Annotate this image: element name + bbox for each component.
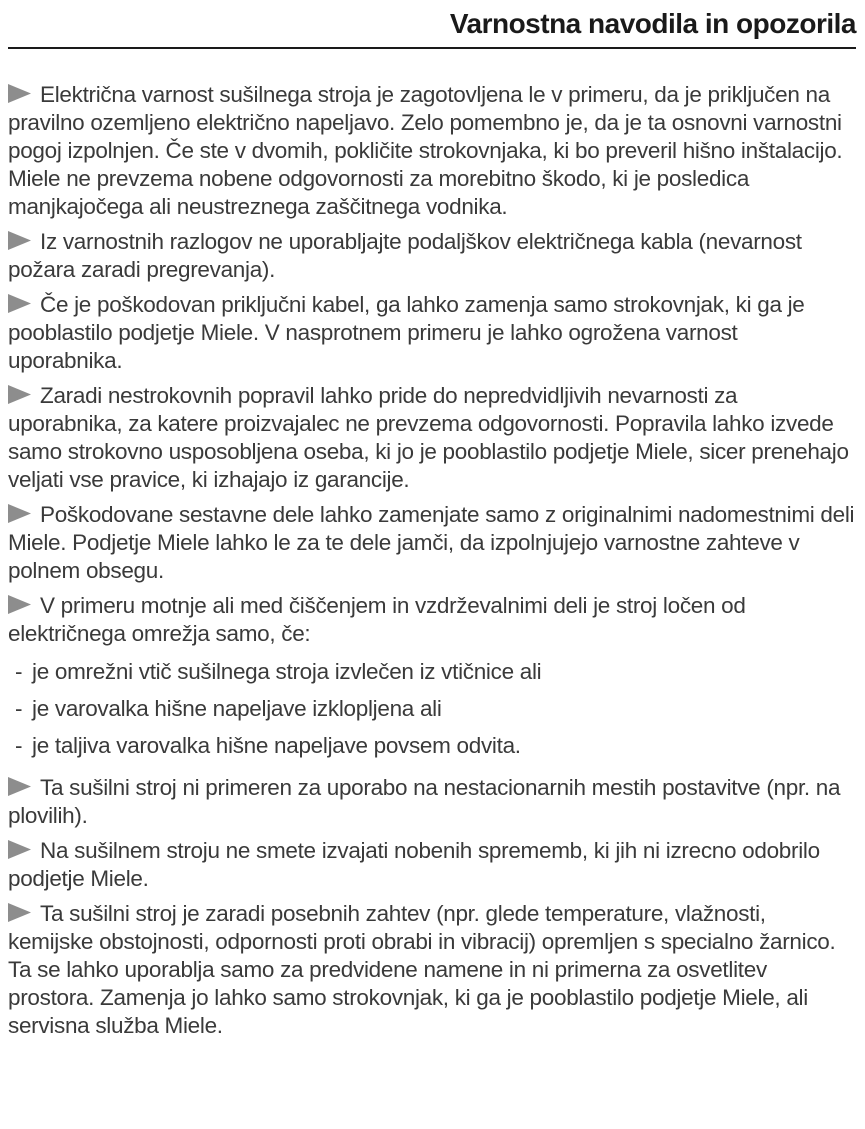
triangle-right-icon	[8, 294, 31, 313]
warning-paragraph	[8, 81, 856, 221]
safety-instructions-section	[8, 81, 856, 1040]
condition-list	[8, 658, 856, 760]
warning-paragraph	[8, 774, 856, 830]
warning-text: Poškodovane sestavne dele lahko zamenjate samo z originalnimi nadomestnimi deli Miele. Podjetje Miele lahko le za te dele jamči, da izpolnjujejo varnostne zahteve v polnem obsegu.	[8, 502, 855, 583]
warning-text: Električna varnost sušilnega stroja je zagotovljena le v primeru, da je priključen na pravilno ozemljeno električno napeljavo. Zelo pomembno je, da je ta osnovni varnostni pogoj izpolnjen. Če ste v dvomih, pokličite strokovnjaka, ki bo preveril hišno inštalacijo. Miele ne prevzema nobene odgovornosti za morebitno škodo, ki je posledica manjkajočega ali neustreznega zaščitnega vodnika.	[8, 82, 843, 219]
warning-paragraph	[8, 382, 856, 494]
dash-bullet: -	[15, 733, 23, 758]
warning-text: Iz varnostnih razlogov ne uporabljajte podaljškov električnega kabla (nevarnost požara zaradi pregrevanja).	[8, 229, 802, 282]
header-divider	[8, 47, 856, 49]
warning-text: Ta sušilni stroj je zaradi posebnih zahtev (npr. glede temperature, vlažnosti, kemijske obstojnosti, odpornosti proti obrabi in vibracij) opremljen s specialno žarnico. Ta se lahko uporablja samo za predvidene namene in ni primerna za osvetlitev prostora. Zamenja jo lahko samo strokovnjak, ki ga je pooblastilo podjetje Miele, ali servisna služba Miele.	[8, 901, 836, 1038]
triangle-right-icon	[8, 595, 31, 614]
triangle-right-icon	[8, 903, 31, 922]
warning-text: V primeru motnje ali med čiščenjem in vzdrževalnimi deli je stroj ločen od električnega omrežja samo, če:	[8, 593, 746, 646]
list-item	[8, 658, 856, 686]
list-item	[8, 695, 856, 723]
triangle-right-icon	[8, 84, 31, 103]
warning-paragraph	[8, 291, 856, 375]
warning-text: Ta sušilni stroj ni primeren za uporabo na nestacionarnih mestih postavitve (npr. na plovilih).	[8, 775, 841, 828]
triangle-right-icon	[8, 385, 31, 404]
warning-paragraph	[8, 501, 856, 585]
list-item-text: je taljiva varovalka hišne napeljave povsem odvita.	[32, 733, 521, 758]
warning-text: Če je poškodovan priključni kabel, ga lahko zamenja samo strokovnjak, ki ga je pooblastilo podjetje Miele. V nasprotnem primeru je lahko ogrožena varnost uporabnika.	[8, 292, 805, 373]
page-title: Varnostna navodila in opozorila	[449, 8, 856, 39]
warning-text: Zaradi nestrokovnih popravil lahko pride do nepredvidljivih nevarnosti za uporabnika, za katere proizvajalec ne prevzema odgovornosti. Popravila lahko izvede samo strokovno usposobljena oseba, ki jo je pooblastilo podjetje Miele, sicer prenehajo veljati vse pravice, ki izhajajo iz garancije.	[8, 383, 849, 492]
list-item-text: je omrežni vtič sušilnega stroja izvlečen iz vtičnice ali	[32, 659, 542, 684]
list-item-text: je varovalka hišne napeljave izklopljena ali	[32, 696, 442, 721]
list-item	[8, 732, 856, 760]
triangle-right-icon	[8, 840, 31, 859]
page-header	[8, 7, 856, 49]
warning-paragraph	[8, 592, 856, 648]
manual-page	[0, 7, 865, 1129]
triangle-right-icon	[8, 777, 31, 796]
warning-paragraph	[8, 228, 856, 284]
triangle-right-icon	[8, 504, 31, 523]
warning-paragraph	[8, 837, 856, 893]
dash-bullet: -	[15, 696, 23, 721]
warning-text: Na sušilnem stroju ne smete izvajati nobenih sprememb, ki jih ni izrecno odobrilo podjetje Miele.	[8, 838, 820, 891]
warning-paragraph	[8, 900, 856, 1040]
dash-bullet: -	[15, 659, 23, 684]
triangle-right-icon	[8, 231, 31, 250]
